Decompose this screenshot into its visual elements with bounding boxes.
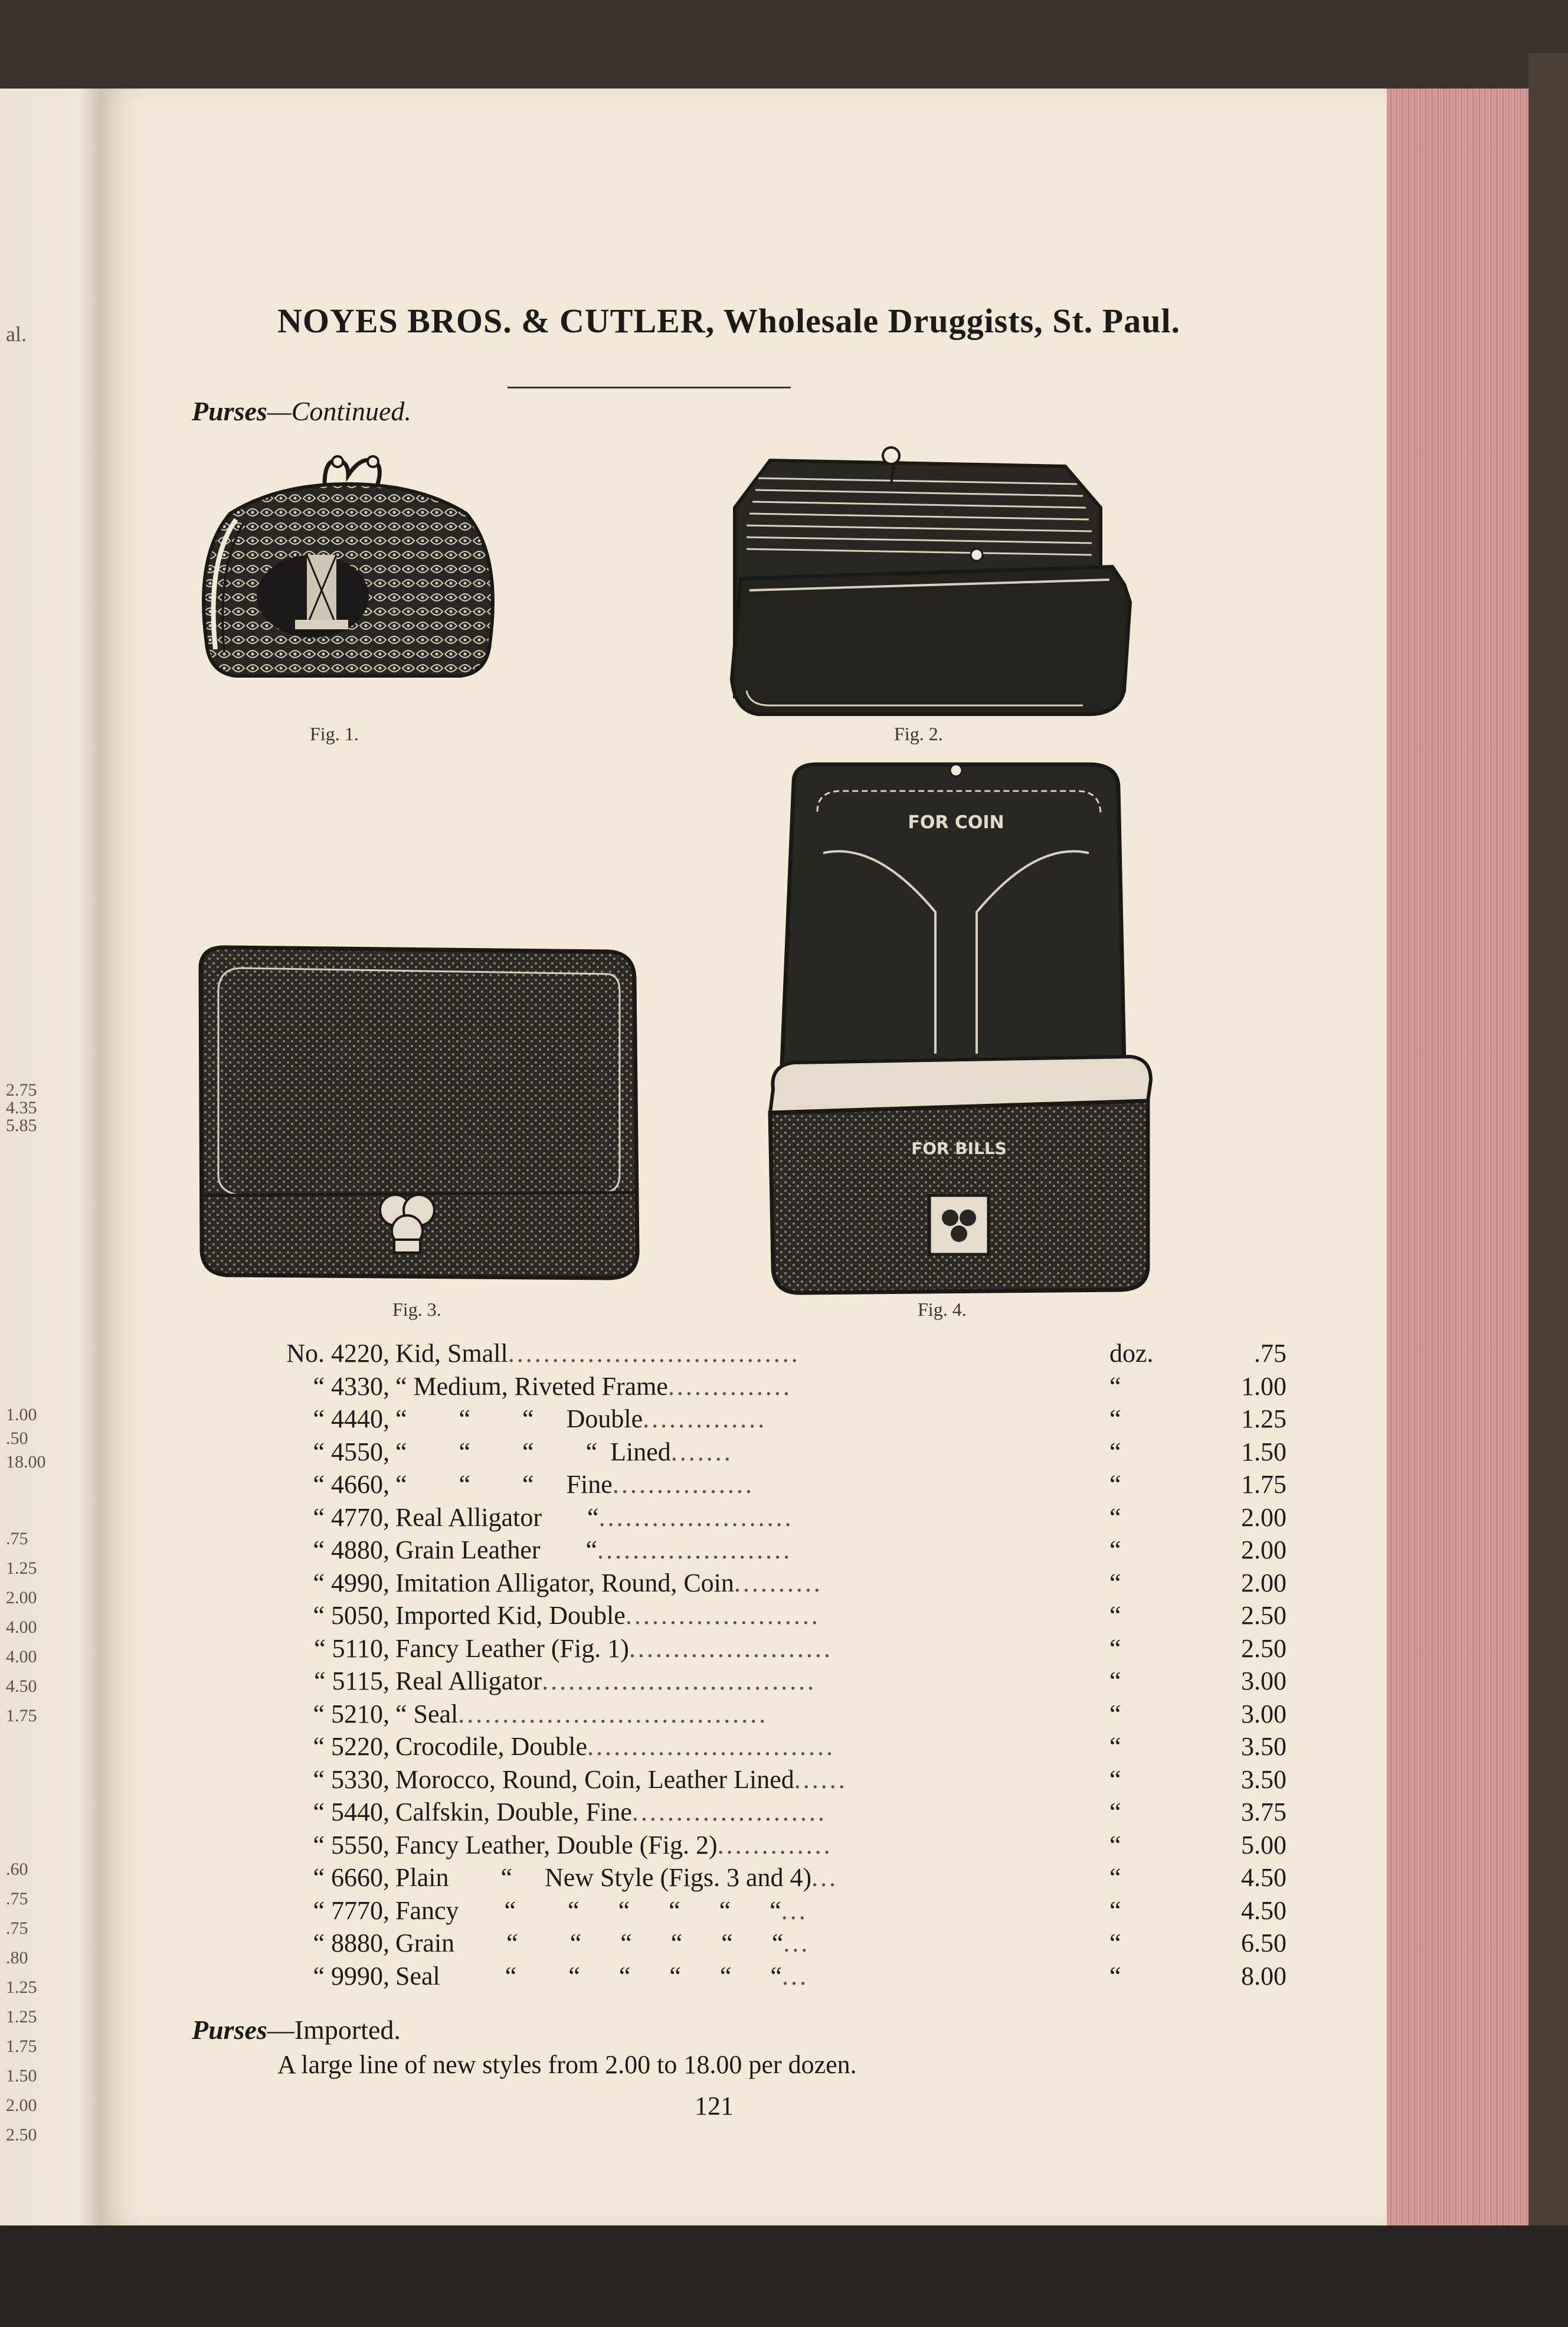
left-fragment: .80 [6, 1948, 28, 1968]
item-description-text: Real Alligator [395, 1666, 542, 1695]
item-price: 2.50 [1241, 1601, 1287, 1630]
item-description [395, 1632, 1109, 1665]
fig4-caption: Fig. 4. [918, 1299, 967, 1320]
item-unit: “ [1109, 1732, 1121, 1761]
item-description [395, 1501, 1109, 1534]
left-fragment: 1.75 [6, 1706, 37, 1725]
item-unit: doz. [1109, 1339, 1154, 1368]
item-price: 3.50 [1241, 1764, 1287, 1794]
price-row [271, 1894, 1287, 1927]
book-cover-right [1528, 53, 1568, 2327]
item-unit: “ [1109, 1699, 1121, 1728]
item-price: 8.00 [1241, 1961, 1287, 1991]
item-unit: “ [1109, 1437, 1121, 1466]
dot-leader: .............. [643, 1404, 767, 1433]
item-description-text: Plain “ New Style (Figs. 3 and 4) [395, 1863, 812, 1892]
imported-section-label [192, 2014, 401, 2045]
page-block-edge [1375, 89, 1552, 2231]
item-number: “ 9990, [313, 1961, 389, 1991]
item-number: “ 8880, [313, 1929, 389, 1957]
price-row [271, 1829, 1287, 1862]
dot-leader: ... [781, 1961, 808, 1991]
price-row [271, 1370, 1287, 1403]
item-description [395, 1436, 1109, 1469]
item-price: 2.50 [1241, 1633, 1287, 1663]
item-price: 2.00 [1241, 1502, 1287, 1532]
item-number: “ 5220, [313, 1732, 389, 1761]
catalog-page [100, 89, 1387, 2225]
fig4-coin-label: FOR COIN [908, 812, 1004, 833]
section-label [192, 396, 411, 427]
item-unit: “ [1109, 1929, 1121, 1957]
left-fragment: 18.00 [6, 1452, 46, 1472]
imported-note: A large line of new styles from 2.00 to 18.00 per dozen. [277, 2050, 857, 2079]
item-unit: “ [1109, 1633, 1121, 1663]
left-fragment: 5.85 [6, 1116, 37, 1135]
left-fragment: 1.25 [6, 1978, 37, 1997]
dot-leader: ................................... [458, 1699, 768, 1728]
page-number: 121 [695, 2091, 734, 2120]
left-fragment: .75 [6, 1529, 28, 1548]
item-unit: “ [1109, 1666, 1121, 1695]
item-price: 2.00 [1241, 1568, 1287, 1597]
item-unit: “ [1109, 1535, 1121, 1564]
left-fragment: 1.25 [6, 1558, 37, 1578]
price-row [271, 1632, 1287, 1665]
item-unit: “ [1109, 1601, 1121, 1630]
item-price: 6.50 [1241, 1929, 1287, 1957]
item-description [395, 1796, 1109, 1829]
dot-leader: ............. [717, 1830, 833, 1859]
item-price: 5.00 [1241, 1830, 1287, 1859]
section-label-bold: Purses [192, 396, 267, 426]
dot-leader: .......... [734, 1568, 823, 1597]
item-description-text: Fancy “ “ “ “ “ “ [395, 1895, 781, 1925]
item-number: “ 4990, [313, 1568, 389, 1597]
imported-label-bold: Purses [192, 2015, 267, 2045]
left-fragment: 1.75 [6, 2037, 37, 2056]
dot-leader: ...................... [598, 1502, 794, 1532]
book-cover-bottom [0, 2225, 1568, 2327]
dot-leader: ................................. [508, 1339, 800, 1368]
item-description [395, 1468, 1109, 1501]
price-row [271, 1403, 1287, 1436]
item-number: “ 5330, [313, 1764, 389, 1794]
item-description-text: Imported Kid, Double [395, 1601, 626, 1630]
item-number: “ 4330, [313, 1371, 389, 1401]
item-description [395, 1337, 1109, 1370]
dot-leader: ... [811, 1863, 839, 1892]
item-price: 3.00 [1241, 1666, 1287, 1695]
left-fragment: 2.75 [6, 1080, 37, 1100]
price-row [271, 1796, 1287, 1829]
item-unit: “ [1109, 1371, 1121, 1401]
left-fragment: 4.50 [6, 1676, 37, 1696]
price-row [271, 1337, 1287, 1370]
price-row [271, 1534, 1287, 1567]
dot-leader: ............................ [587, 1732, 836, 1761]
item-unit: “ [1109, 1830, 1121, 1859]
left-page-edge [0, 89, 112, 2327]
item-description [395, 1403, 1109, 1436]
item-unit: “ [1109, 1863, 1121, 1892]
left-fragment: al. [6, 322, 27, 346]
left-fragment: 2.50 [6, 2125, 37, 2145]
left-fragment: .75 [6, 1919, 28, 1938]
item-description-text: Seal “ “ “ “ “ “ [395, 1961, 782, 1991]
item-number: “ 5550, [313, 1830, 389, 1859]
fig4-bills-label: FOR BILLS [911, 1139, 1007, 1158]
dot-leader: ....... [670, 1437, 733, 1466]
left-fragment: 2.00 [6, 2096, 37, 2115]
item-unit: “ [1109, 1502, 1121, 1532]
item-description-text: Real Alligator “ [395, 1502, 599, 1532]
item-description-text: “ “ “ Double [395, 1404, 643, 1433]
item-description [395, 1698, 1109, 1731]
item-description [395, 1763, 1109, 1796]
dot-leader: ...................... [597, 1535, 793, 1564]
item-description [395, 1599, 1109, 1632]
item-description-text: Kid, Small [395, 1339, 508, 1368]
item-description-text: Fancy Leather (Fig. 1) [395, 1633, 629, 1663]
left-fragment: .75 [6, 1889, 28, 1908]
book-cover-top [0, 0, 1568, 89]
item-description-text: Calfskin, Double, Fine [395, 1797, 632, 1826]
dot-leader: ............................... [542, 1666, 817, 1695]
dot-leader: ...... [794, 1764, 847, 1794]
item-price: 2.00 [1241, 1535, 1287, 1564]
item-description [395, 1665, 1109, 1698]
item-number: “ 4550, [313, 1437, 389, 1466]
dot-leader: ................ [612, 1470, 754, 1499]
item-description [395, 1534, 1109, 1567]
left-fragment: .60 [6, 1859, 28, 1879]
price-list [271, 1337, 1287, 1992]
dot-leader: ...................... [625, 1601, 820, 1630]
item-unit: “ [1109, 1404, 1121, 1433]
price-row [271, 1468, 1287, 1501]
dot-leader: .............. [667, 1371, 792, 1401]
left-fragment: 1.00 [6, 1405, 37, 1424]
dot-leader: ...................... [631, 1797, 827, 1826]
item-number: “ 5110, [314, 1633, 389, 1663]
item-description-text: Imitation Alligator, Round, Coin [395, 1568, 734, 1597]
purse-fig2-illustration [723, 443, 1136, 720]
left-fragment: 2.00 [6, 1588, 37, 1607]
item-description-text: “ “ “ Fine [395, 1470, 613, 1499]
purse-fig3-illustration [195, 944, 643, 1287]
left-fragment: .50 [6, 1429, 28, 1448]
item-price: 3.00 [1241, 1699, 1287, 1728]
item-unit: “ [1109, 1470, 1121, 1499]
price-row [271, 1665, 1287, 1698]
item-price: 1.00 [1241, 1371, 1287, 1401]
item-description [395, 1894, 1109, 1927]
price-row [271, 1501, 1287, 1534]
header-rule [508, 387, 791, 388]
item-description [395, 1927, 1109, 1960]
item-unit: “ [1109, 1764, 1121, 1794]
item-unit: “ [1109, 1961, 1121, 1991]
item-number: “ 5210, [313, 1699, 389, 1728]
item-price: 1.50 [1241, 1437, 1287, 1466]
price-row [271, 1960, 1287, 1993]
item-description-text: Morocco, Round, Coin, Leather Lined [395, 1764, 794, 1794]
dot-leader: ... [781, 1895, 808, 1925]
price-row [271, 1567, 1287, 1600]
item-price: 1.25 [1241, 1404, 1287, 1433]
price-row [271, 1698, 1287, 1731]
item-price: .75 [1254, 1339, 1287, 1368]
left-fragment: 1.50 [6, 2066, 37, 2086]
item-description [395, 1370, 1109, 1403]
item-unit: “ [1109, 1797, 1121, 1826]
fig1-caption: Fig. 1. [310, 723, 359, 744]
price-row [271, 1730, 1287, 1763]
fig3-caption: Fig. 3. [392, 1299, 441, 1320]
item-description-text: Fancy Leather, Double (Fig. 2) [395, 1830, 718, 1859]
item-description-text: “ Seal [395, 1699, 459, 1728]
item-description [395, 1567, 1109, 1600]
item-description [395, 1829, 1109, 1862]
price-row [271, 1927, 1287, 1960]
left-fragment: 4.00 [6, 1647, 37, 1666]
item-price: 3.75 [1241, 1797, 1287, 1826]
item-description [395, 1960, 1109, 1993]
section-label-rest: —Continued. [267, 396, 411, 426]
item-number: “ 4880, [313, 1535, 389, 1564]
item-price: 1.75 [1241, 1470, 1287, 1499]
dot-leader: ... [783, 1929, 810, 1957]
price-row [271, 1599, 1287, 1632]
item-description-text: Grain Leather “ [395, 1535, 598, 1564]
dot-leader: ....................... [628, 1633, 833, 1663]
price-row [271, 1763, 1287, 1796]
item-number: “ 5440, [313, 1797, 389, 1826]
item-number: “ 4770, [313, 1502, 389, 1532]
item-unit: “ [1109, 1568, 1121, 1597]
left-fragment: 1.25 [6, 2007, 37, 2027]
item-description [395, 1730, 1109, 1763]
item-unit: “ [1109, 1895, 1121, 1925]
purse-fig4-illustration [758, 759, 1160, 1296]
item-number: “ 6660, [313, 1863, 389, 1892]
item-description-text: “ “ “ “ Lined [395, 1437, 671, 1466]
item-number: “ 7770, [313, 1895, 389, 1925]
item-description-text: “ Medium, Riveted Frame [395, 1371, 668, 1401]
left-fragment: 4.35 [6, 1098, 37, 1117]
item-description-text: Crocodile, Double [395, 1732, 588, 1761]
purse-fig1-illustration [189, 449, 508, 685]
item-price: 3.50 [1241, 1732, 1287, 1761]
item-price: 4.50 [1241, 1895, 1287, 1925]
item-price: 4.50 [1241, 1863, 1287, 1892]
item-number: No. 4220, [286, 1339, 389, 1368]
page-header: NOYES BROS. & CUTLER, Wholesale Druggists, St. Paul. [277, 302, 1181, 340]
imported-label-rest: —Imported. [267, 2015, 401, 2045]
item-number: “ 4660, [313, 1470, 389, 1499]
fig2-caption: Fig. 2. [894, 723, 943, 744]
item-number: “ 5050, [313, 1601, 389, 1630]
item-number: “ 5115, [314, 1666, 389, 1695]
left-fragment: 4.00 [6, 1617, 37, 1637]
price-row [271, 1436, 1287, 1469]
price-row [271, 1861, 1287, 1894]
item-description [395, 1861, 1109, 1894]
item-description-text: Grain “ “ “ “ “ “ [395, 1929, 784, 1957]
item-number: “ 4440, [313, 1404, 389, 1433]
